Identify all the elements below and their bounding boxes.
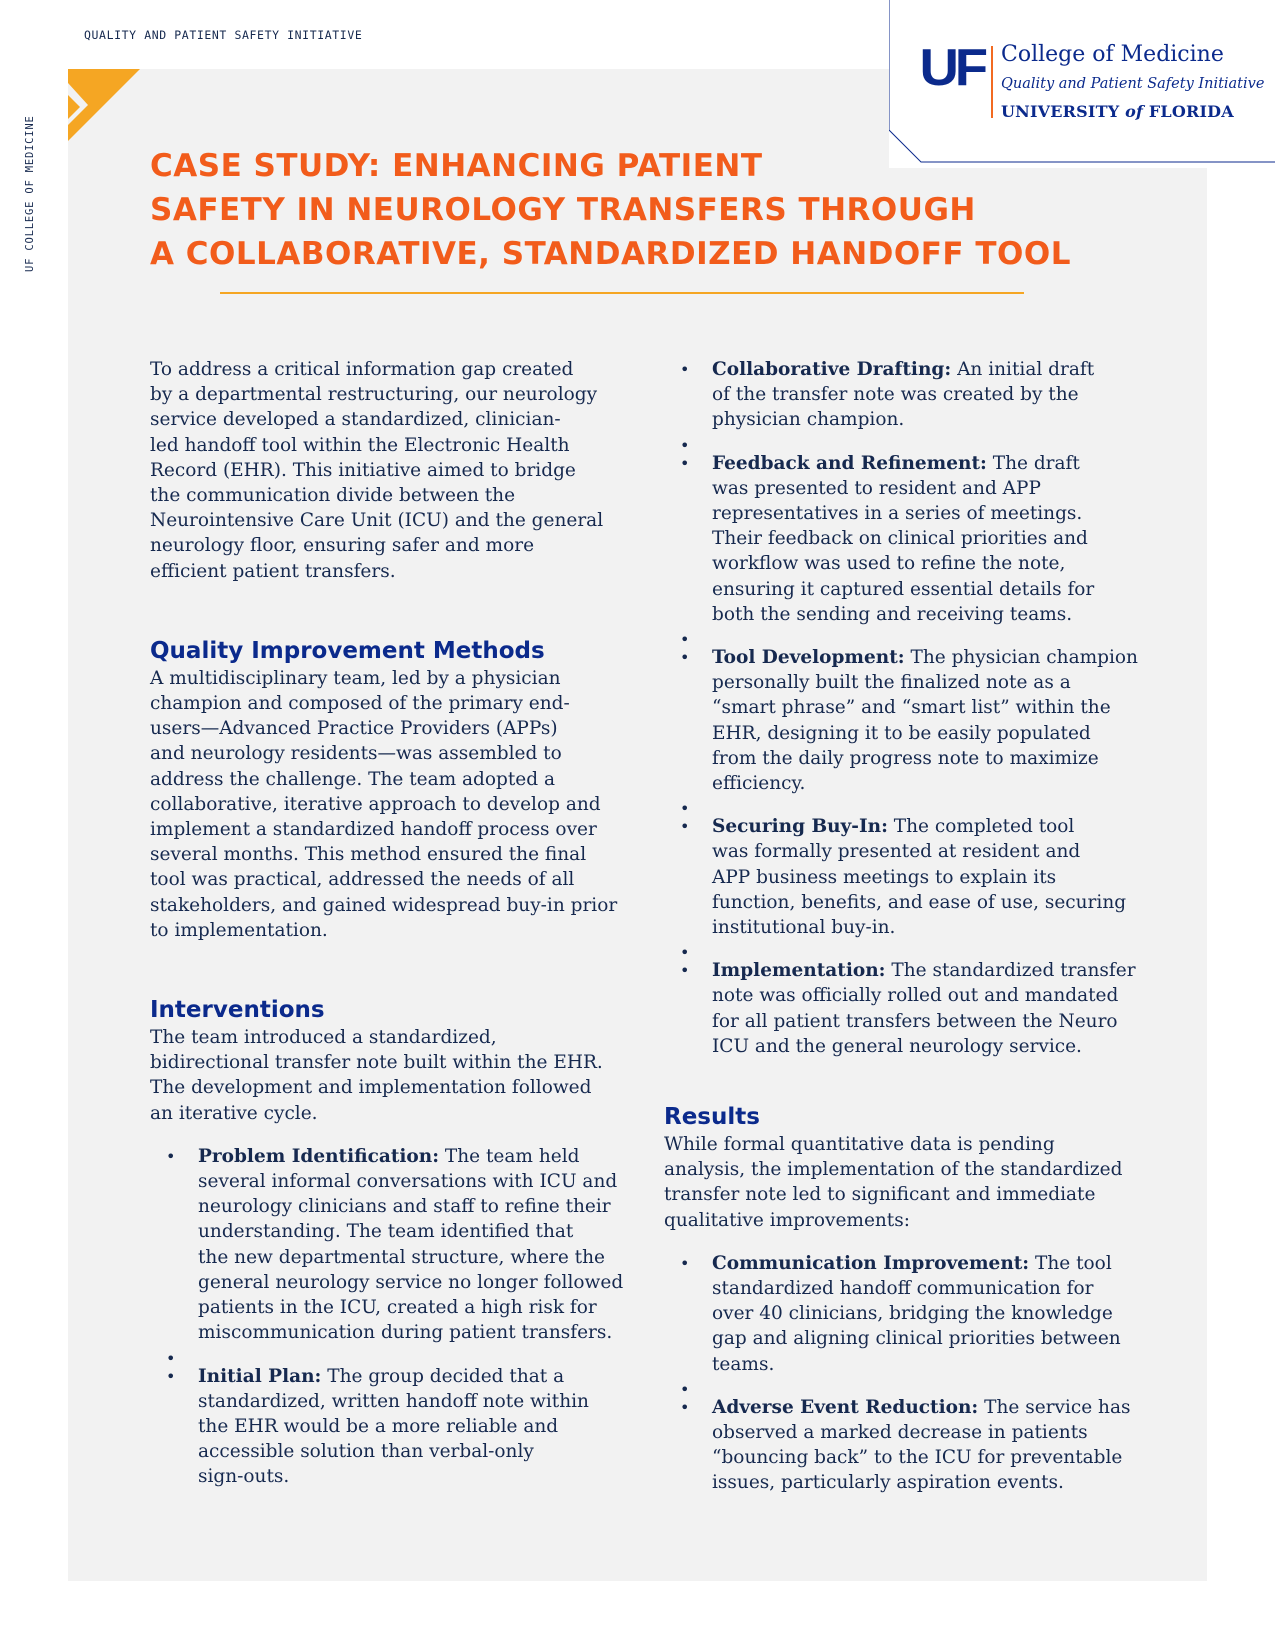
intro-paragraph: To address a critical information gap created by a departmental restructuring, our neurology service developed a standardized, clinician- led handoff tool within the Electronic Health Record (EHR). This initiative aimed to bridge the communication divide between the Neurointensive Care Unit (ICU) and the general neurology floor, ensuring safer and more efficient patient transfers.	[150, 359, 604, 582]
results-section	[664, 1102, 1134, 1496]
logo-initiative-name: Quality and Patient Safety Initiative	[1001, 76, 1265, 92]
title-line: A COLLABORATIVE, STANDARDIZED HANDOFF TOOL	[150, 236, 1071, 272]
page-title	[150, 144, 1071, 276]
list-item: • Feedback and Refinement: The draft was presented to resident and APP representatives in a series of meetings. Their feedback on clinical priorities and workflow was used to refine the note, ensuring it captured essential details for both the sending and receiving teams.	[664, 451, 1134, 627]
list-spacer	[664, 1377, 1134, 1395]
list-item: • Tool Development: The physician champion personally built the finalized note as a “smart phrase” and “smart list” within the EHR, designing it to be easily populated from the daily progress note to maximize efficiency.	[664, 645, 1134, 796]
list-spacer	[150, 1346, 610, 1364]
list-spacer	[664, 627, 1134, 645]
list-item: • Collaborative Drafting: An initial draft of the transfer note was created by the physician champion.	[664, 357, 1134, 433]
list-spacer	[664, 796, 1134, 814]
results-list	[664, 1251, 1134, 1496]
list-item: • Adverse Event Reduction: The service has observed a marked decrease in patients “bouncing back” to the ICU for preventable issues, particularly aspiration events.	[664, 1395, 1134, 1496]
list-spacer	[664, 433, 1134, 451]
interventions-heading: Interventions	[150, 997, 325, 1024]
logo-card	[889, 0, 1273, 168]
interventions-paragraph: The team introduced a standardized, bidirectional transfer note built within the EHR. The development and implementation followed an iterative cycle.	[150, 1027, 603, 1124]
title-line: SAFETY IN NEUROLOGY TRANSFERS THROUGH	[150, 192, 976, 228]
results-heading: Results	[664, 1104, 760, 1130]
list-item: • Initial Plan: The group decided that a standardized, written handoff note within the EHR would be a more reliable and accessible solution than verbal-only sign-outs.	[150, 1364, 610, 1490]
methods-paragraph: A multidisciplinary team, led by a physician champion and composed of the primary end- users—Advanced Practice Providers (APPs) and neurology residents—was assembled to address the challenge. The team adopted a collaborative, iterative approach to develop and implement a standardized handoff process over several months. This method ensured the final tool was practical, addressed the needs of all stakeholders, and gained widespread buy-in prior to implementation.	[150, 667, 618, 941]
list-item: • Problem Identification: The team held several informal conversations with ICU and neurology clinicians and staff to refine their understanding. The team identified that the new departmental structure, where the general neurology service no longer followed patients in the ICU, created a high risk for miscommunication during patient transfers.	[150, 1144, 610, 1346]
methods-heading: Quality Improvement Methods	[150, 637, 545, 664]
logo-college-name: College of Medicine	[1001, 42, 1224, 67]
logo-university-name: UNIVERSITY of FLORIDA	[1001, 102, 1234, 121]
list-item: • Implementation: The standardized transfer note was officially rolled out and mandated for all patient transfers between the Neuro ICU and the general neurology service.	[664, 958, 1134, 1059]
chevron-accent-icon	[68, 69, 140, 141]
eyebrow-label: QUALITY AND PATIENT SAFETY INITIATIVE	[84, 28, 363, 42]
title-divider	[220, 292, 1024, 294]
left-column	[150, 357, 624, 1490]
side-label: UF COLLEGE OF MEDICINE	[24, 115, 36, 272]
interventions-list-right	[664, 357, 1138, 1059]
title-line: CASE STUDY: ENHANCING PATIENT	[150, 148, 763, 184]
interventions-list-left	[150, 1144, 624, 1490]
list-spacer	[664, 940, 1134, 958]
logo-divider	[991, 46, 993, 118]
list-item: • Communication Improvement: The tool standardized handoff communication for over 40 clinicians, bridging the knowledge gap and aligning clinical priorities between teams.	[664, 1251, 1134, 1377]
uf-logo-mark: UF	[919, 39, 984, 97]
list-item: • Securing Buy-In: The completed tool was formally presented at resident and APP business meetings to explain its function, benefits, and ease of use, securing institutional buy-in.	[664, 814, 1134, 940]
right-column	[664, 357, 1138, 1059]
results-paragraph: While formal quantitative data is pending analysis, the implementation of the standardized transfer note led to significant and immediate qualitative improvements:	[664, 1134, 1123, 1231]
